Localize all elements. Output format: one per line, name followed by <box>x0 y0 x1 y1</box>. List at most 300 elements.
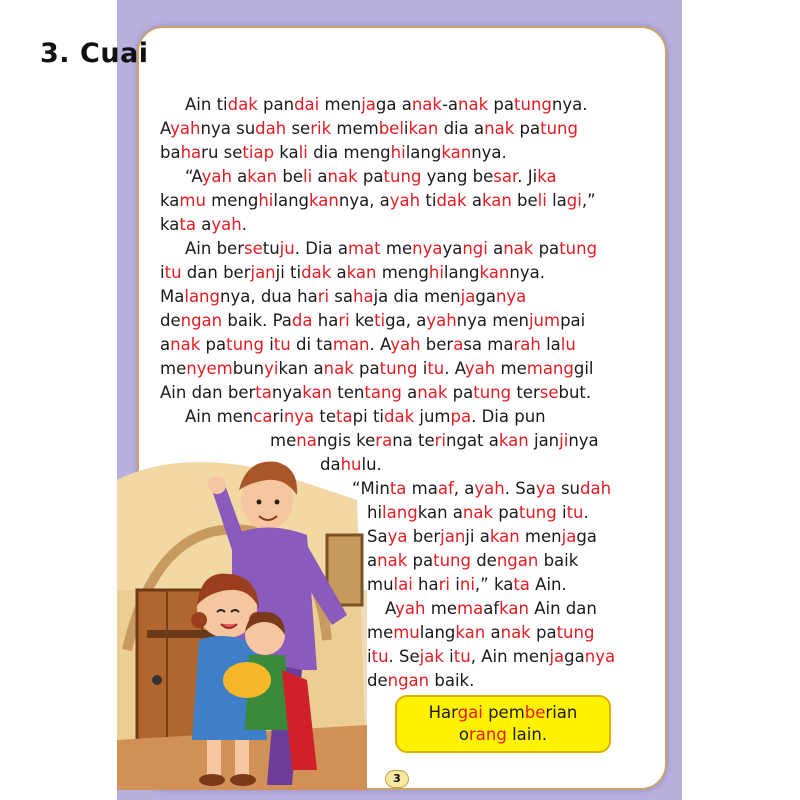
plain-text: jan <box>528 431 560 450</box>
highlighted-syllable: kan <box>489 527 520 546</box>
highlighted-syllable: ri <box>434 431 447 450</box>
plain-text: sa <box>329 287 354 306</box>
plain-text: , a <box>453 479 475 498</box>
plain-text: men <box>319 95 362 114</box>
highlighted-syllable: nya <box>584 647 616 666</box>
highlighted-syllable: ju <box>279 239 295 258</box>
highlighted-syllable: ngan <box>496 551 539 570</box>
highlighted-syllable: tung <box>514 95 552 114</box>
plain-text: ga <box>576 527 597 546</box>
moral-line-2 <box>459 724 547 746</box>
highlighted-syllable: ka <box>537 167 557 186</box>
highlighted-syllable: lang <box>382 503 418 522</box>
story-line <box>160 310 585 332</box>
plain-text: ka <box>160 215 180 234</box>
plain-text: lang <box>405 143 442 162</box>
story-number: 3. <box>40 38 71 69</box>
plain-text: Sa <box>367 527 388 546</box>
plain-text: A <box>160 119 171 138</box>
plain-text: a <box>160 335 171 354</box>
plain-text: ga a <box>375 95 412 114</box>
highlighted-syllable: li <box>298 143 308 162</box>
highlighted-syllable: ja <box>361 95 376 114</box>
plain-text: ber <box>420 335 454 354</box>
highlighted-syllable: hi <box>258 191 274 210</box>
plain-text: i <box>443 647 454 666</box>
plain-text: i <box>403 119 409 138</box>
story-line <box>185 238 597 260</box>
plain-text: i <box>367 647 372 666</box>
highlighted-syllable: nak <box>500 623 531 642</box>
story-title <box>40 38 149 69</box>
highlighted-syllable: hi <box>428 263 444 282</box>
plain-text: Ma <box>160 287 185 306</box>
highlighted-syllable: dak <box>436 191 467 210</box>
story-title-text: Cuai <box>80 38 149 69</box>
highlighted-syllable: se <box>539 383 559 402</box>
plain-text: da <box>320 455 341 474</box>
highlighted-syllable: da <box>291 311 313 330</box>
story-line <box>367 574 567 596</box>
highlighted-syllable: kan <box>309 191 339 210</box>
highlighted-syllable: tung <box>518 503 557 522</box>
highlighted-syllable: nya <box>495 287 527 306</box>
plain-text: a <box>401 383 418 402</box>
highlighted-syllable: lang <box>184 287 220 306</box>
plain-text: pa <box>357 167 384 186</box>
family-illustration <box>117 440 367 790</box>
plain-text: A <box>385 599 396 618</box>
plain-text: a <box>331 263 347 282</box>
plain-text: nya <box>568 431 599 450</box>
plain-text: kan a <box>278 359 324 378</box>
plain-text: pa <box>447 383 474 402</box>
plain-text: nya. <box>509 263 545 282</box>
highlighted-syllable: ri <box>338 311 350 330</box>
highlighted-syllable: tung <box>540 119 578 138</box>
highlighted-syllable: tu <box>164 263 182 282</box>
story-line <box>367 646 615 668</box>
highlighted-syllable: mu <box>393 623 420 642</box>
highlighted-syllable: yah <box>390 335 421 354</box>
plain-text: ma <box>406 479 438 498</box>
plain-text: ka <box>160 191 180 210</box>
plain-text: ba <box>160 143 181 162</box>
plain-text: ya <box>442 239 463 258</box>
highlighted-syllable: nak <box>462 503 494 522</box>
highlighted-syllable: rah <box>513 335 541 354</box>
plain-text: yang be <box>421 167 494 186</box>
page-number: 3 <box>385 770 409 788</box>
highlighted-syllable: jan <box>250 263 276 282</box>
highlighted-syllable: ca <box>253 407 273 426</box>
plain-text: pa <box>533 239 560 258</box>
plain-text: la <box>546 191 567 210</box>
plain-text: lain. <box>506 725 548 744</box>
plain-text: pa <box>200 335 227 354</box>
story-line <box>185 94 587 116</box>
highlighted-syllable: nak <box>323 359 354 378</box>
plain-text: i <box>417 359 428 378</box>
highlighted-syllable: man <box>332 335 370 354</box>
plain-text: , Ain men <box>470 647 550 666</box>
plain-text: “A <box>185 167 202 186</box>
plain-text: nya. <box>551 95 588 114</box>
plain-text: af <box>483 599 500 618</box>
highlighted-syllable: yah <box>211 215 242 234</box>
highlighted-syllable: gi <box>566 191 582 210</box>
highlighted-syllable: nak <box>170 335 201 354</box>
highlighted-syllable: ya <box>387 527 408 546</box>
plain-text: ga, a <box>385 311 427 330</box>
plain-text: ga <box>564 647 585 666</box>
plain-text: ka <box>274 143 299 162</box>
plain-text: nya su <box>200 119 256 138</box>
highlighted-syllable: jan <box>440 527 466 546</box>
highlighted-syllable: yah <box>464 359 496 378</box>
plain-text: . Se <box>388 647 420 666</box>
highlighted-syllable: lu <box>560 335 576 354</box>
highlighted-syllable: lai <box>393 575 413 594</box>
plain-text: hi <box>367 503 383 522</box>
plain-text: ja dia men <box>373 287 461 306</box>
highlighted-syllable: tung <box>226 335 264 354</box>
plain-text: a <box>195 215 212 234</box>
highlighted-syllable: ha <box>353 287 374 306</box>
highlighted-syllable: pa <box>450 407 472 426</box>
plain-text: i <box>263 335 274 354</box>
highlighted-syllable: rik <box>310 119 332 138</box>
highlighted-syllable: kan <box>455 623 486 642</box>
highlighted-syllable: tu <box>427 359 445 378</box>
plain-text: a <box>312 167 328 186</box>
plain-text: “Min <box>352 479 390 498</box>
plain-text: o <box>458 725 470 744</box>
story-line <box>367 526 597 548</box>
plain-text: . Sa <box>504 479 536 498</box>
story-line <box>352 478 611 500</box>
plain-text: . <box>241 215 247 234</box>
highlighted-syllable: tang <box>364 383 402 402</box>
highlighted-syllable: kan <box>302 383 333 402</box>
plain-text: ru se <box>201 143 243 162</box>
story-line <box>160 262 545 284</box>
plain-text: pan <box>257 95 295 114</box>
plain-text: de <box>160 311 181 330</box>
plain-text: dan ber <box>181 263 251 282</box>
highlighted-syllable: yah <box>395 599 426 618</box>
plain-text: ha <box>412 575 439 594</box>
story-line <box>160 142 507 164</box>
story-line <box>160 118 578 140</box>
plain-text: de <box>470 551 497 570</box>
plain-text: ngis ke <box>316 431 376 450</box>
highlighted-syllable: ma <box>457 599 484 618</box>
highlighted-syllable: ta <box>179 215 196 234</box>
plain-text: ke <box>349 311 375 330</box>
highlighted-syllable: ji <box>559 431 569 450</box>
highlighted-syllable: li <box>303 167 313 186</box>
plain-text: a <box>485 623 501 642</box>
highlighted-syllable: nak <box>458 95 489 114</box>
plain-text: lang <box>273 191 310 210</box>
highlighted-syllable: nyem <box>186 359 233 378</box>
plain-text: . A <box>444 359 465 378</box>
plain-text: a <box>367 551 378 570</box>
plain-text: pi ti <box>352 407 384 426</box>
story-line <box>367 670 474 692</box>
highlighted-syllable: ti <box>374 311 386 330</box>
highlighted-syllable: yah <box>426 311 457 330</box>
plain-text: ngat a <box>446 431 499 450</box>
plain-text: . <box>583 503 589 522</box>
plain-text: i <box>450 575 460 594</box>
plain-text: ter <box>511 383 540 402</box>
plain-text: -a <box>441 95 459 114</box>
highlighted-syllable: hi <box>390 143 406 162</box>
highlighted-syllable: hu <box>340 455 362 474</box>
plain-text: lu. <box>361 455 382 474</box>
highlighted-syllable: kan <box>346 263 377 282</box>
plain-text: Ain. <box>529 575 567 594</box>
plain-text: Ain men <box>185 407 254 426</box>
highlighted-syllable: ta <box>255 383 272 402</box>
plain-text: me <box>367 623 394 642</box>
highlighted-syllable: nak <box>503 239 534 258</box>
highlighted-syllable: tung <box>556 623 595 642</box>
story-line <box>185 406 546 428</box>
highlighted-syllable: mat <box>347 239 381 258</box>
highlighted-syllable: tung <box>559 239 598 258</box>
highlighted-syllable: kan <box>498 431 529 450</box>
highlighted-syllable: jum <box>528 311 561 330</box>
highlighted-syllable: ra <box>375 431 393 450</box>
plain-text: lang <box>419 623 456 642</box>
story-line <box>160 286 526 308</box>
highlighted-syllable: ja <box>561 527 577 546</box>
plain-text: Ain ber <box>185 239 244 258</box>
highlighted-syllable: tung <box>473 383 512 402</box>
story-line <box>367 622 594 644</box>
plain-text: de <box>367 671 388 690</box>
highlighted-syllable: ja <box>549 647 565 666</box>
highlighted-syllable: na <box>296 431 317 450</box>
plain-text: ha <box>312 311 339 330</box>
highlighted-syllable: nak <box>484 119 515 138</box>
plain-text: pem <box>482 703 525 722</box>
plain-text: me <box>425 599 457 618</box>
plain-text: . Dia a <box>294 239 348 258</box>
highlighted-syllable: jak <box>419 647 444 666</box>
plain-text: Ain ti <box>185 95 228 114</box>
highlighted-syllable: ha <box>180 143 202 162</box>
highlighted-syllable: nak <box>377 551 408 570</box>
plain-text: na te <box>392 431 435 450</box>
highlighted-syllable: kan <box>441 143 472 162</box>
plain-text: but. <box>558 383 592 402</box>
story-line <box>160 358 594 380</box>
highlighted-syllable: kan <box>499 599 529 618</box>
highlighted-syllable: yah <box>474 479 505 498</box>
highlighted-syllable: ta <box>336 407 353 426</box>
plain-text: nya, dua ha <box>220 287 318 306</box>
highlighted-syllable: ngi <box>462 239 488 258</box>
highlighted-syllable: nya <box>283 407 315 426</box>
highlighted-syllable: dak <box>384 407 415 426</box>
highlighted-syllable: tu <box>371 647 389 666</box>
story-line <box>385 598 597 620</box>
highlighted-syllable: tiap <box>242 143 275 162</box>
plain-text: Har <box>428 703 458 722</box>
plain-text: ji a <box>465 527 490 546</box>
highlighted-syllable: dak <box>227 95 258 114</box>
plain-text: dia a <box>438 119 485 138</box>
plain-text: me <box>495 359 527 378</box>
plain-text: a <box>487 239 504 258</box>
highlighted-syllable: ta <box>513 575 530 594</box>
plain-text: rian <box>545 703 578 722</box>
story-line <box>160 334 576 356</box>
plain-text: gil <box>573 359 594 378</box>
plain-text: lang <box>443 263 480 282</box>
highlighted-syllable: ri <box>317 287 330 306</box>
highlighted-syllable: nak <box>411 95 442 114</box>
highlighted-syllable: bel <box>378 119 404 138</box>
plain-text: Ain dan ber <box>160 383 256 402</box>
plain-text: jum <box>414 407 451 426</box>
highlighted-syllable: a <box>453 335 464 354</box>
plain-text: ti <box>420 191 437 210</box>
story-line <box>160 214 247 236</box>
plain-text: pa <box>353 359 380 378</box>
highlighted-syllable: dai <box>294 95 320 114</box>
plain-text: se <box>286 119 311 138</box>
moral-lesson-box <box>395 695 611 753</box>
highlighted-syllable: gai <box>457 703 483 722</box>
highlighted-syllable: ngan <box>387 671 430 690</box>
plain-text: sa ma <box>463 335 514 354</box>
highlighted-syllable: ja <box>460 287 476 306</box>
moral-line-1 <box>429 702 578 724</box>
plain-text: bun <box>232 359 265 378</box>
plain-text: baik. Pa <box>222 311 292 330</box>
highlighted-syllable: mang <box>526 359 574 378</box>
plain-text: ,” ka <box>474 575 514 594</box>
plain-text: i <box>160 263 165 282</box>
highlighted-syllable: yah <box>170 119 201 138</box>
highlighted-syllable: nak <box>417 383 448 402</box>
plain-text: a <box>466 191 482 210</box>
plain-text: mu <box>367 575 394 594</box>
highlighted-syllable: nya <box>412 239 443 258</box>
plain-text: nya <box>271 383 303 402</box>
highlighted-syllable: se <box>243 239 263 258</box>
plain-text: la <box>540 335 561 354</box>
plain-text: be <box>277 167 304 186</box>
highlighted-syllable: nak <box>327 167 358 186</box>
highlighted-syllable: tung <box>379 359 418 378</box>
plain-text: ga <box>475 287 496 306</box>
plain-text: me <box>270 431 297 450</box>
highlighted-syllable: tung <box>433 551 471 570</box>
plain-text: baik <box>538 551 579 570</box>
plain-text: meng <box>205 191 259 210</box>
plain-text: ten <box>332 383 365 402</box>
highlighted-syllable: kan <box>481 191 512 210</box>
plain-text: ri <box>272 407 284 426</box>
highlighted-syllable: af <box>437 479 454 498</box>
highlighted-syllable: ya <box>535 479 556 498</box>
highlighted-syllable: sar <box>493 167 518 186</box>
highlighted-syllable: ri <box>438 575 451 594</box>
plain-text: nya, a <box>338 191 390 210</box>
highlighted-syllable: yah <box>201 167 232 186</box>
plain-text: tu <box>262 239 280 258</box>
highlighted-syllable: ta <box>389 479 407 498</box>
plain-text: i <box>556 503 567 522</box>
plain-text: men <box>519 527 562 546</box>
highlighted-syllable: li <box>537 191 547 210</box>
plain-text: . A <box>369 335 391 354</box>
plain-text: meng <box>376 263 429 282</box>
highlighted-syllable: kan <box>247 167 278 186</box>
plain-text: ber <box>407 527 441 546</box>
highlighted-syllable: tu <box>273 335 291 354</box>
plain-text: me <box>160 359 187 378</box>
plain-text: nya. <box>471 143 507 162</box>
highlighted-syllable: ni <box>459 575 475 594</box>
plain-text: di ta <box>290 335 333 354</box>
plain-text: be <box>511 191 538 210</box>
highlighted-syllable: dak <box>301 263 332 282</box>
highlighted-syllable: yah <box>389 191 421 210</box>
plain-text: mem <box>331 119 379 138</box>
plain-text: me <box>380 239 413 258</box>
plain-text: pa <box>514 119 541 138</box>
story-line <box>367 502 589 524</box>
plain-text: a <box>231 167 248 186</box>
highlighted-syllable: ngan <box>180 311 223 330</box>
highlighted-syllable: rang <box>469 725 507 744</box>
story-line <box>185 166 557 188</box>
plain-text: su <box>555 479 581 498</box>
highlighted-syllable: dah <box>255 119 287 138</box>
highlighted-syllable: kan <box>408 119 439 138</box>
story-line <box>160 382 591 404</box>
plain-text: dia meng <box>307 143 391 162</box>
plain-text: pa <box>493 503 519 522</box>
plain-text: . Ji <box>517 167 538 186</box>
plain-text: pa <box>407 551 434 570</box>
highlighted-syllable: kan <box>479 263 510 282</box>
highlighted-syllable: dah <box>580 479 612 498</box>
plain-text: pa <box>488 95 515 114</box>
story-line <box>160 190 596 212</box>
highlighted-syllable: tu <box>566 503 584 522</box>
plain-text: baik. <box>429 671 475 690</box>
plain-text: te <box>314 407 337 426</box>
plain-text: . Dia pun <box>471 407 546 426</box>
story-line <box>367 550 578 572</box>
plain-text: kan a <box>417 503 463 522</box>
highlighted-syllable: mu <box>179 191 206 210</box>
highlighted-syllable: yi <box>264 359 279 378</box>
highlighted-syllable: tu <box>453 647 471 666</box>
plain-text: ji ti <box>275 263 302 282</box>
plain-text: nya men <box>456 311 529 330</box>
plain-text: ,” <box>581 191 596 210</box>
plain-text: Ain dan <box>528 599 597 618</box>
